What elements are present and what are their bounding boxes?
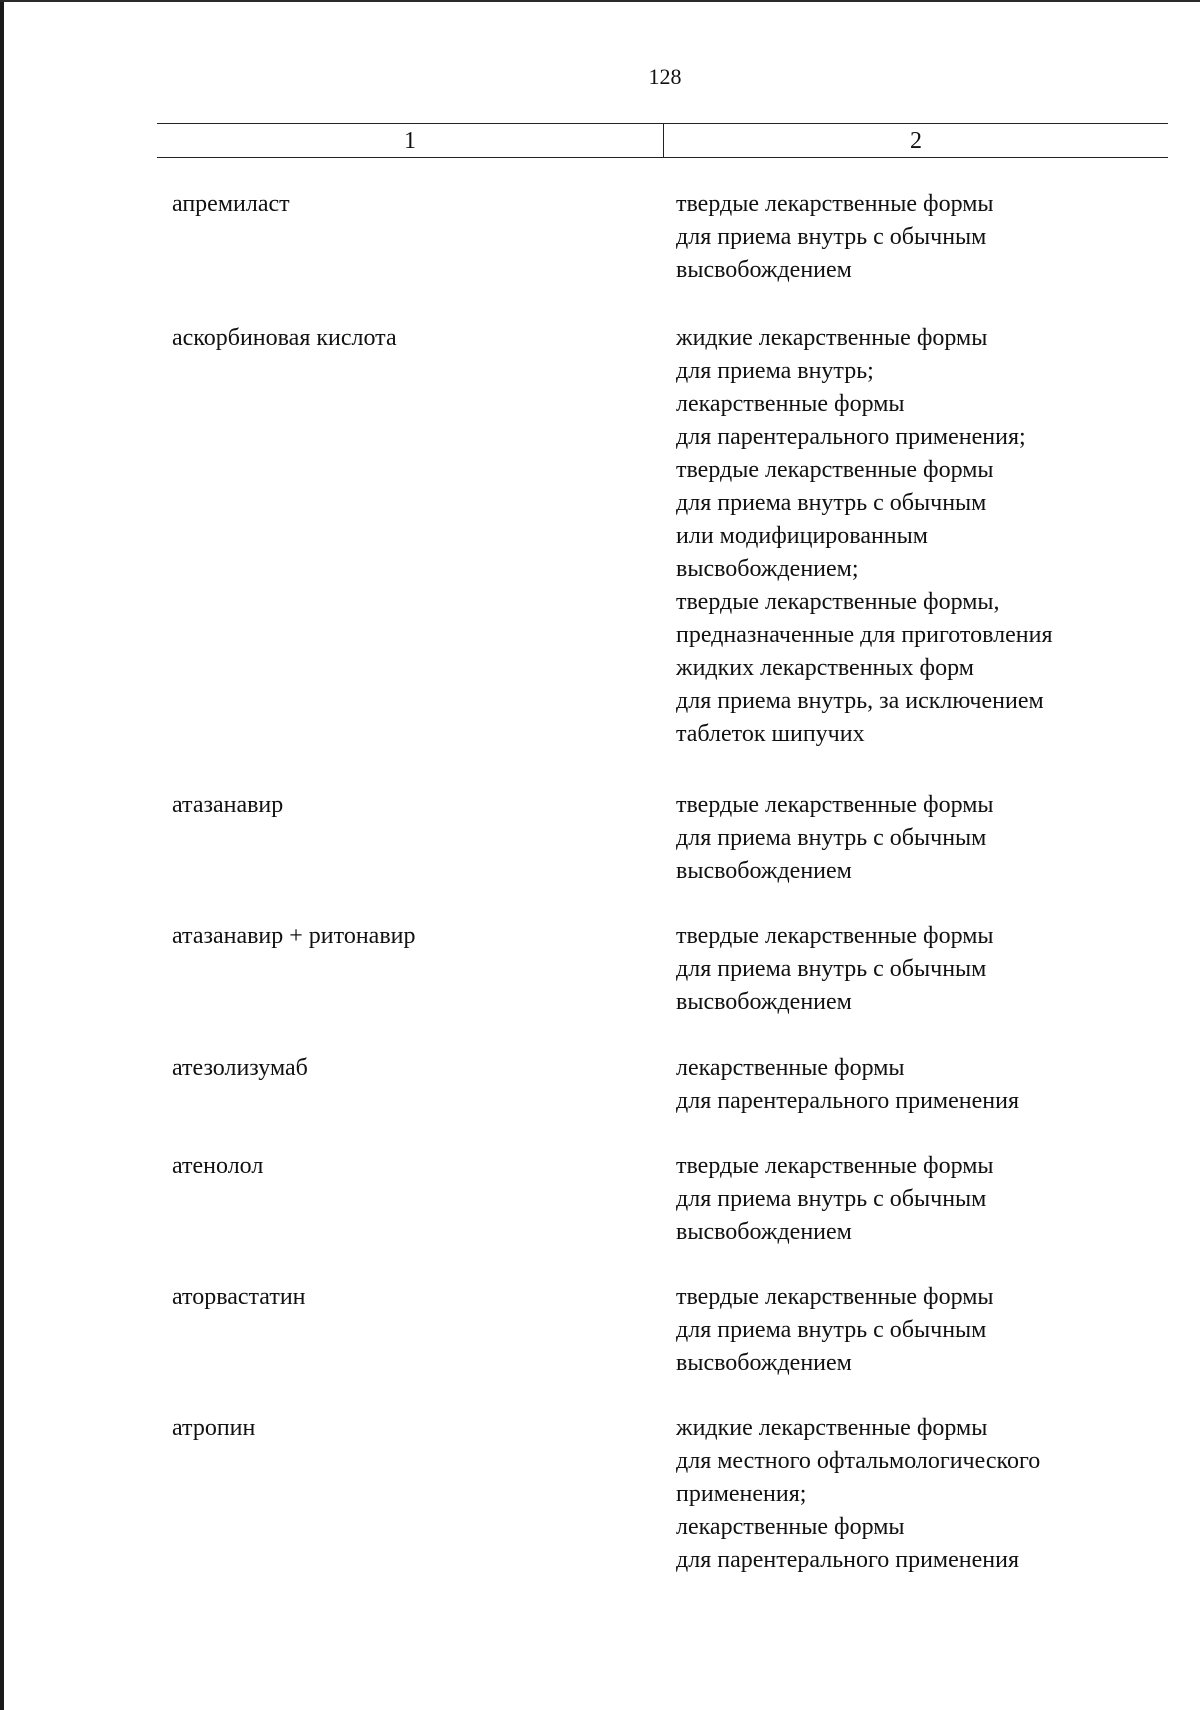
dosage-form-line: лекарственные формы: [676, 1055, 905, 1081]
dosage-form-line: для приема внутрь, за исключением: [676, 688, 1044, 714]
dosage-form-line: для приема внутрь с обычным: [676, 1186, 987, 1212]
dosage-form-line: высвобождением: [676, 1350, 852, 1376]
dosage-form-line: лекарственные формы: [676, 1514, 905, 1540]
drug-name: апремиласт: [172, 191, 290, 217]
drug-name: аскорбиновая кислота: [172, 325, 397, 351]
dosage-form-line: твердые лекарственные формы,: [676, 589, 1000, 615]
dosage-forms: [676, 322, 1186, 751]
dosage-form-line: для парентерального применения: [676, 1088, 1019, 1114]
drug-name: атенолол: [172, 1153, 264, 1179]
dosage-forms: [676, 1412, 1186, 1577]
dosage-form-line: лекарственные формы: [676, 391, 905, 417]
dosage-forms: [676, 188, 1186, 287]
dosage-form-line: высвобождением: [676, 989, 852, 1015]
dosage-forms: [676, 1052, 1186, 1118]
dosage-form-line: для приема внутрь с обычным: [676, 490, 987, 516]
dosage-forms: [676, 920, 1186, 1019]
dosage-form-line: твердые лекарственные формы: [676, 1153, 994, 1179]
dosage-form-line: жидкие лекарственные формы: [676, 1415, 988, 1441]
drug-name: атазанавир: [172, 792, 284, 818]
dosage-form-line: для парентерального применения;: [676, 424, 1026, 450]
page-number: 128: [648, 64, 682, 89]
dosage-form-line: твердые лекарственные формы: [676, 792, 994, 818]
dosage-form-line: высвобождением;: [676, 556, 859, 582]
dosage-form-line: твердые лекарственные формы: [676, 1284, 994, 1310]
column-header-2: 2: [910, 128, 922, 154]
dosage-form-line: для местного офтальмологического: [676, 1448, 1041, 1474]
dosage-form-line: или модифицированным: [676, 523, 928, 549]
dosage-form-line: твердые лекарственные формы: [676, 923, 994, 949]
dosage-form-line: высвобождением: [676, 257, 852, 283]
dosage-forms: [676, 789, 1186, 888]
dosage-form-line: для приема внутрь с обычным: [676, 1317, 987, 1343]
dosage-forms: [676, 1150, 1186, 1249]
drug-name: аторвастатин: [172, 1284, 306, 1310]
dosage-form-line: для приема внутрь с обычным: [676, 956, 987, 982]
dosage-form-line: для приема внутрь;: [676, 358, 874, 384]
dosage-form-line: твердые лекарственные формы: [676, 191, 994, 217]
dosage-form-line: твердые лекарственные формы: [676, 457, 994, 483]
dosage-form-line: высвобождением: [676, 1219, 852, 1245]
dosage-forms: [676, 1281, 1186, 1380]
dosage-form-line: предназначенные для приготовления: [676, 622, 1053, 648]
column-header-1: 1: [404, 128, 416, 154]
drug-name: атропин: [172, 1415, 256, 1441]
dosage-form-line: жидких лекарственных форм: [676, 655, 974, 681]
dosage-form-line: для приема внутрь с обычным: [676, 825, 987, 851]
dosage-form-line: жидкие лекарственные формы: [676, 325, 988, 351]
dosage-form-line: для парентерального применения: [676, 1547, 1019, 1573]
dosage-form-line: для приема внутрь с обычным: [676, 224, 987, 250]
dosage-form-line: применения;: [676, 1481, 807, 1507]
drug-name: атезолизумаб: [172, 1055, 308, 1081]
dosage-form-line: высвобождением: [676, 858, 852, 884]
drug-name: атазанавир + ритонавир: [172, 923, 416, 949]
dosage-form-line: таблеток шипучих: [676, 721, 865, 747]
